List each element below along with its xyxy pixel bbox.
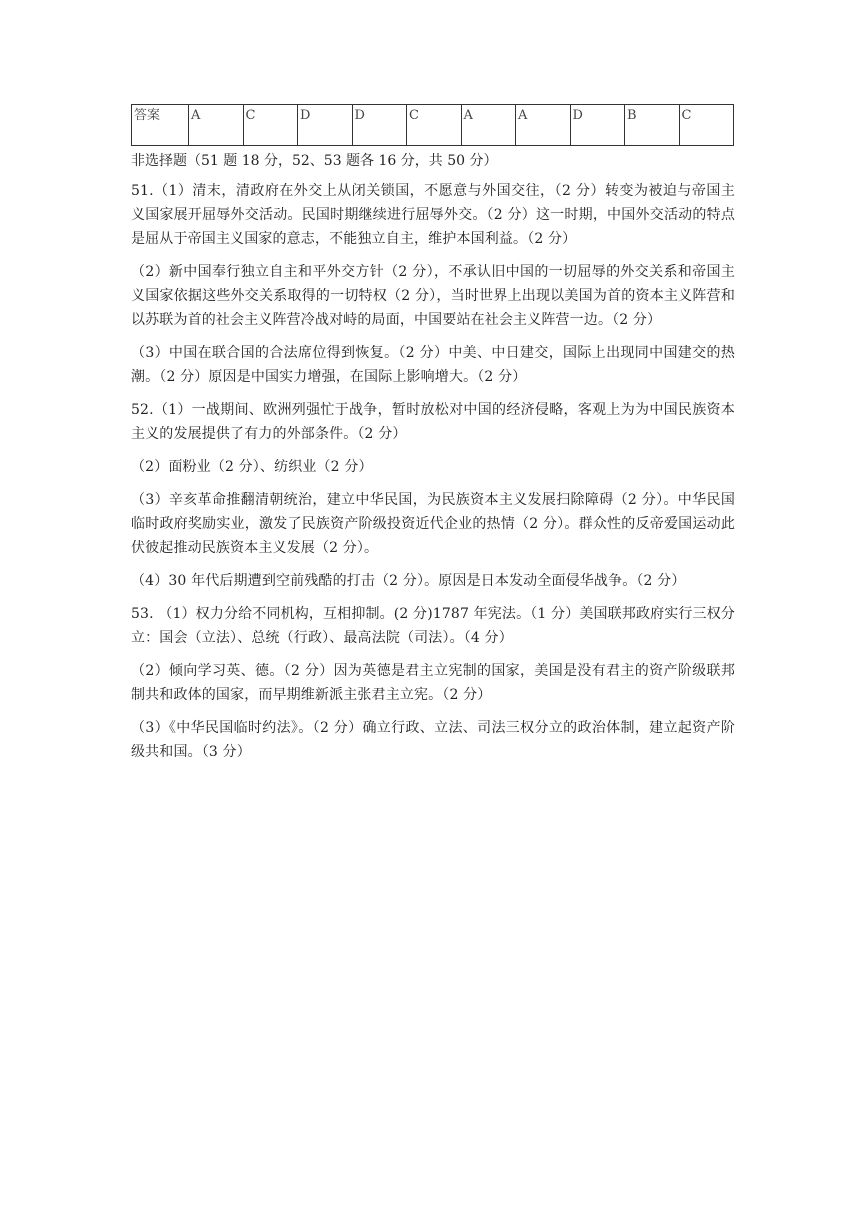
answer-cell: A bbox=[516, 105, 571, 146]
answer-cell: D bbox=[352, 105, 407, 146]
answer-sheet bbox=[131, 104, 735, 773]
answer-cell: B bbox=[625, 105, 680, 146]
answer-paragraph: （2）倾向学习英、德。（2 分）因为英德是君主立宪制的国家，美国是没有君主的资产阶级联邦制共和政体的国家，而早期维新派主张君主立宪。（2 分） bbox=[131, 663, 735, 703]
answer-table-row bbox=[132, 105, 734, 146]
answer-cell: A bbox=[189, 105, 244, 146]
answer-cell: C bbox=[407, 105, 462, 146]
answer-cell: D bbox=[570, 105, 625, 146]
section-title: 非选择题（51 题 18 分，52、53 题各 16 分，共 50 分） bbox=[131, 153, 498, 169]
answer-paragraph: （2）面粉业（2 分）、纺织业（2 分） bbox=[131, 459, 373, 475]
answer-paragraph: （3）《中华民国临时约法》。（2 分）确立行政、立法、司法三权分立的政治体制，建立起资产阶级共和国。（3 分） bbox=[131, 720, 735, 760]
answer-paragraph: 52.（1）一战期间、欧洲列强忙于战争，暂时放松对中国的经济侵略，客观上为为中国民族资本主义的发展提供了有力的外部条件。（2 分） bbox=[131, 402, 735, 442]
answer-cell: D bbox=[298, 105, 353, 146]
answer-cell: C bbox=[243, 105, 298, 146]
answer-paragraph: （2）新中国奉行独立自主和平外交方针（2 分），不承认旧中国的一切屈辱的外交关系和帝国主义国家依据这些外交关系取得的一切特权（2 分），当时世界上出现以美国为首的资本主义阵营和以苏联为首的社会主义阵营冷战对峙的局面，中国要站在社会主义阵营一边。（2 分） bbox=[131, 264, 735, 328]
answer-cell: C bbox=[679, 105, 734, 146]
answer-paragraph: （4）30 年代后期遭到空前残酷的打击（2 分）。原因是日本发动全面侵华战争。（2 分） bbox=[131, 573, 686, 589]
answer-table-header: 答案 bbox=[132, 105, 189, 146]
answer-paragraph: （3）中国在联合国的合法席位得到恢复。（2 分）中美、中日建交，国际上出现同中国建交的热潮。（2 分）原因是中国实力增强，在国际上影响增大。（2 分） bbox=[131, 345, 735, 385]
answer-table bbox=[131, 104, 734, 146]
answer-paragraph: 51.（1）清末，清政府在外交上从闭关锁国，不愿意与外国交往，（2 分）转变为被迫与帝国主义国家展开屈辱外交活动。民国时期继续进行屈辱外交。（2 分）这一时期，中国外交活动的特点是屈从于帝国主义国家的意志，不能独立自主，维护本国利益。（2 分） bbox=[131, 183, 735, 247]
answer-paragraph: （3）辛亥革命推翻清朝统治，建立中华民国，为民族资本主义发展扫除障碍（2 分）。中华民国临时政府奖励实业，激发了民族资产阶级投资近代企业的热情（2 分）。群众性的反帝爱国运动此伏彼起推动民族资本主义发展（2 分）。 bbox=[131, 492, 735, 556]
answer-cell: A bbox=[461, 105, 516, 146]
answer-paragraph: 53. （1）权力分给不同机构，互相抑制。(2 分)1787 年宪法。（1 分）美国联邦政府实行三权分立：国会（立法）、总统（行政）、最高法院（司法）。（4 分） bbox=[131, 606, 735, 646]
